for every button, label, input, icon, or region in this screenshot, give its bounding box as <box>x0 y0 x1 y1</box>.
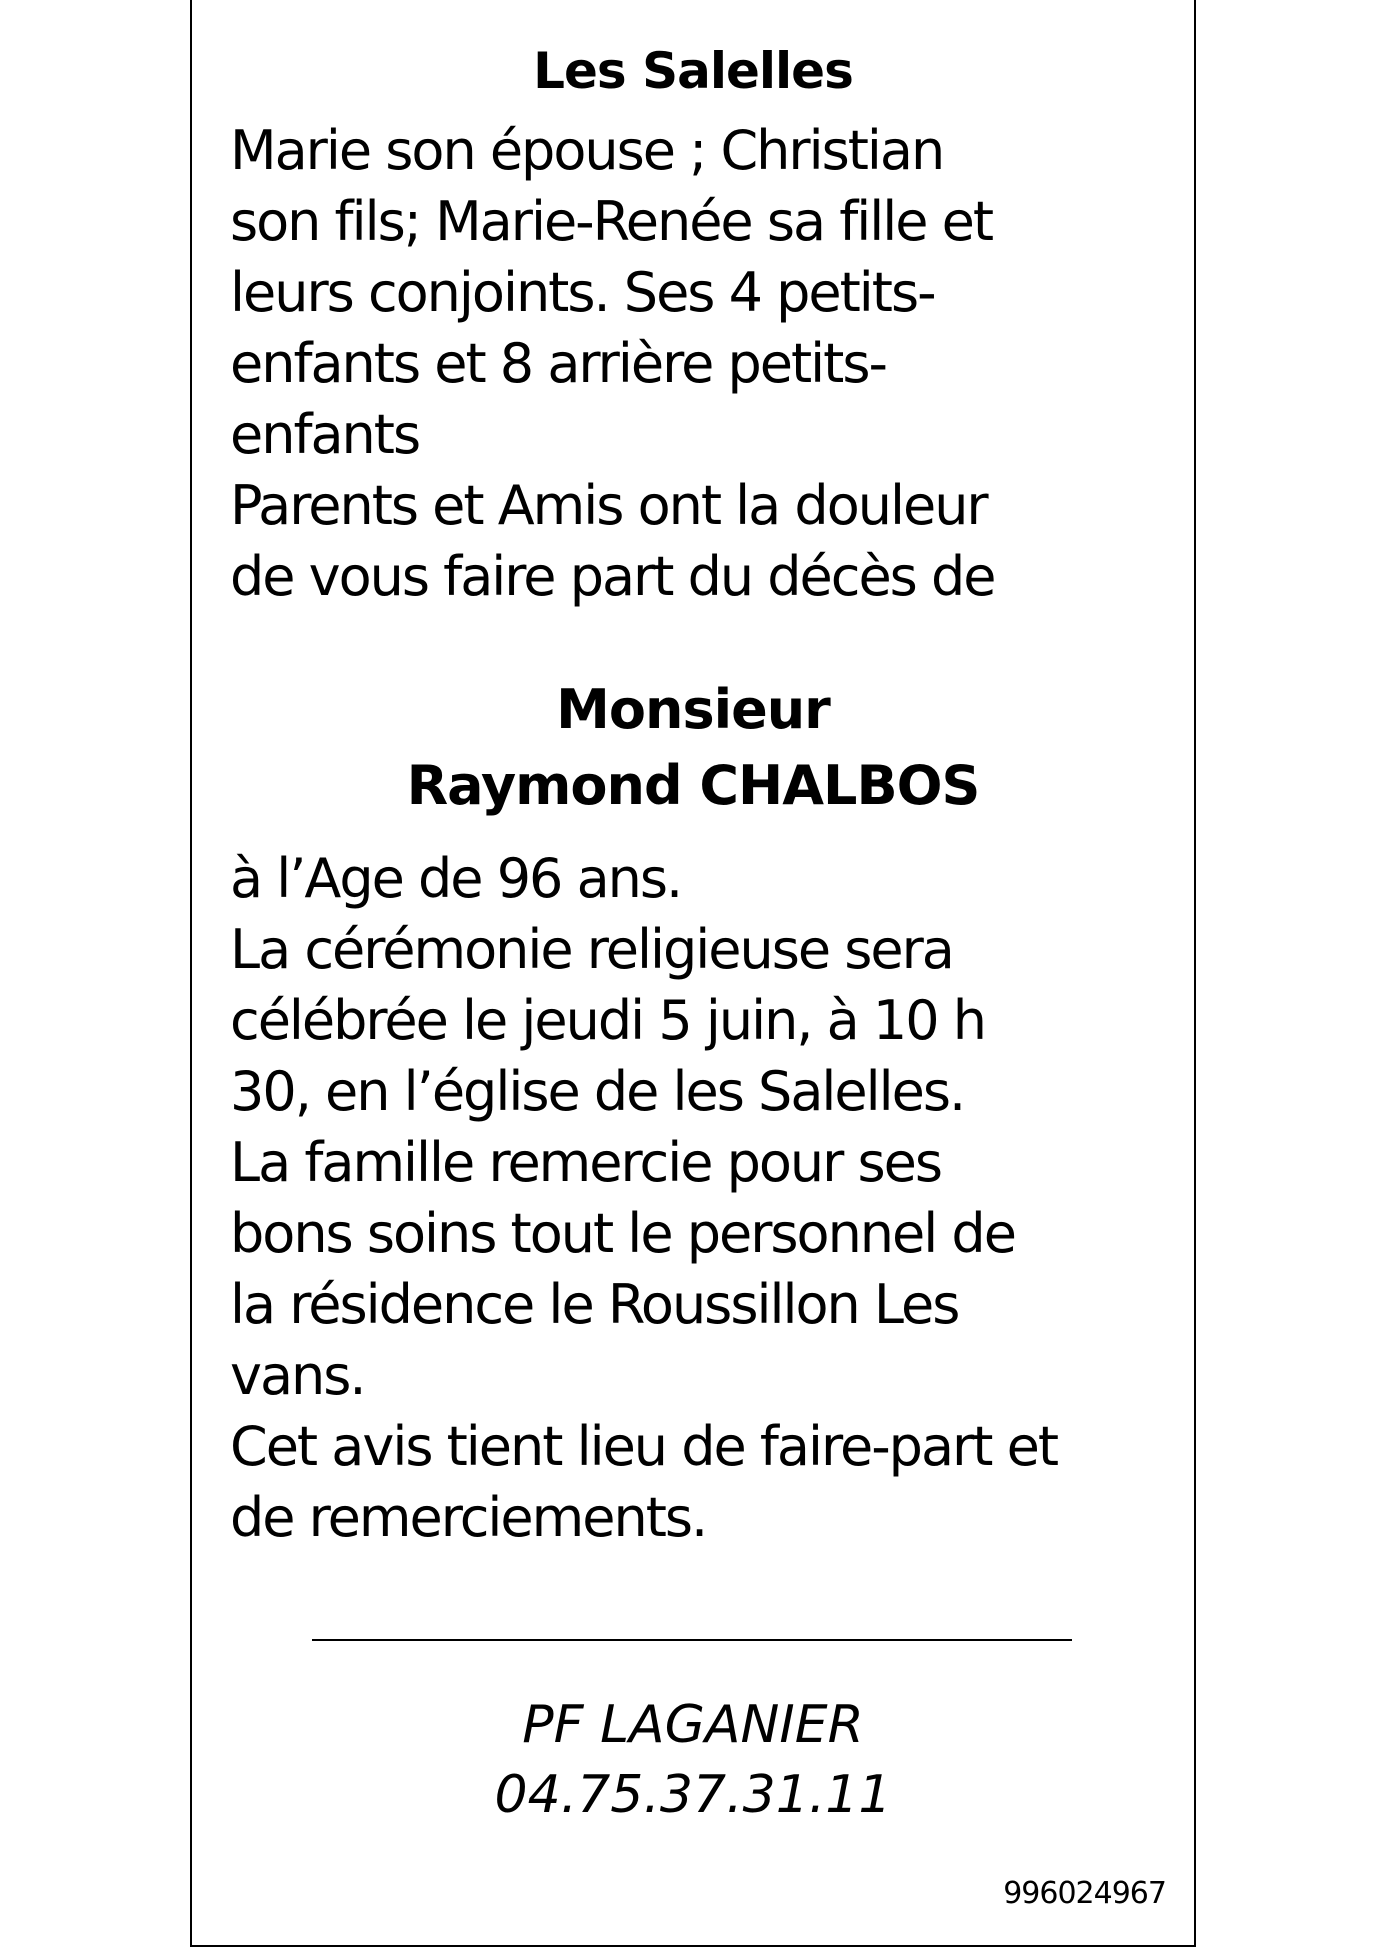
obituary-notice <box>190 0 1196 1947</box>
body-line: de remerciements. <box>230 1486 707 1549</box>
intro-line: enfants <box>230 403 420 466</box>
body-line: la résidence le Roussillon Les <box>230 1273 959 1336</box>
funeral-home-name: PF LAGANIER <box>522 1695 864 1755</box>
deceased-name-block <box>192 672 1194 824</box>
body-line: bons soins tout le personnel de <box>230 1202 1015 1265</box>
intro-line: leurs conjoints. Ses 4 petits- <box>230 261 935 324</box>
body-line: La famille remercie pour ses <box>230 1131 941 1194</box>
body-line: 30, en l’église de les Salelles. <box>230 1060 965 1123</box>
funeral-home-block <box>192 1690 1194 1830</box>
intro-line: enfants et 8 arrière petits- <box>230 332 886 395</box>
location-heading: Les Salelles <box>533 42 853 100</box>
intro-line: Marie son épouse ; Christian <box>230 119 944 182</box>
intro-line: son fils; Marie-Renée sa fille et <box>230 190 993 253</box>
intro-line: de vous faire part du décès de <box>230 545 995 608</box>
intro-line: Parents et Amis ont la douleur <box>230 474 987 537</box>
divider-line <box>312 1639 1072 1641</box>
deceased-title: Monsieur <box>556 678 830 741</box>
funeral-home-phone: 04.75.37.31.11 <box>494 1765 892 1825</box>
body-paragraph <box>230 843 1170 1553</box>
intro-paragraph <box>230 115 1170 612</box>
reference-number: 996024967 <box>1003 1876 1166 1911</box>
body-line: vans. <box>230 1344 365 1407</box>
body-line: à l’Age de 96 ans. <box>230 847 682 910</box>
body-line: La cérémonie religieuse sera <box>230 918 953 981</box>
body-line: Cet avis tient lieu de faire-part et <box>230 1415 1057 1478</box>
body-line: célébrée le jeudi 5 juin, à 10 h <box>230 989 985 1052</box>
deceased-name: Raymond CHALBOS <box>406 754 980 817</box>
